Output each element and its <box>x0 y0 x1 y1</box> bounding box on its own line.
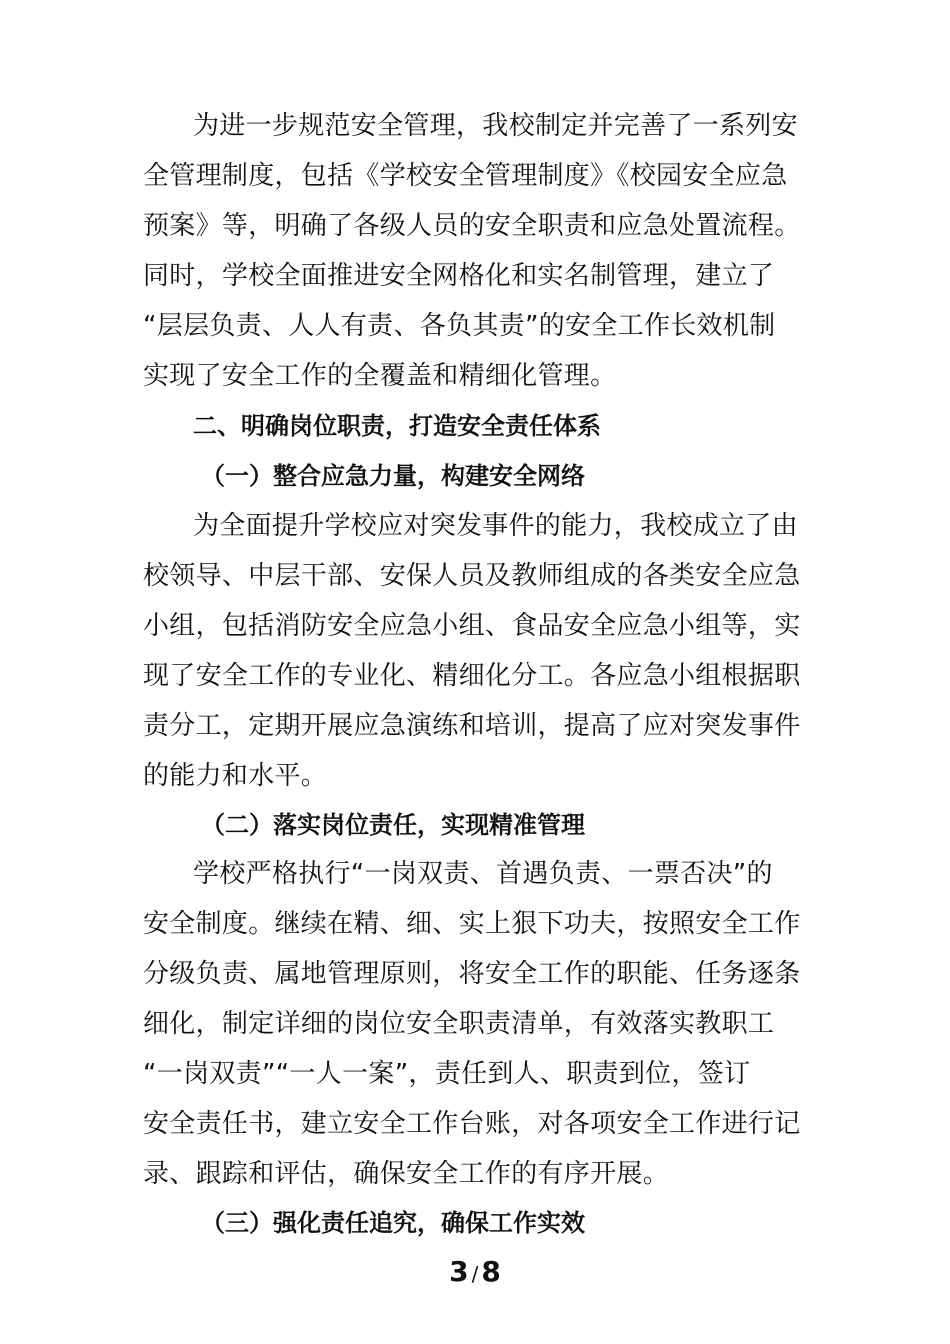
paragraph-line: 为进一步规范安全管理，我校制定并完善了一系列安 <box>193 111 798 141</box>
subsection-heading: （三）强化责任追究，确保工作实效 <box>201 1209 585 1237</box>
paragraph-line: 安全制度。继续在精、细、实上狠下功夫，按照安全工作 <box>143 909 801 939</box>
paragraph-line: 学校严格执行“一岗双责、首遇负责、一票否决”的 <box>193 859 773 889</box>
paragraph-line: 实现了安全工作的全覆盖和精细化管理。 <box>143 361 617 391</box>
paragraph-line: 预案》等，明确了各级人员的安全职责和应急处置流程。 <box>143 211 801 241</box>
paragraph-line: 的能力和水平。 <box>143 761 328 791</box>
paragraph-line: 为全面提升学校应对突发事件的能力，我校成立了由 <box>193 511 798 541</box>
subsection-heading: （二）落实岗位责任，实现精准管理 <box>201 811 585 839</box>
paragraph-line: 分级负责、属地管理原则，将安全工作的职能、任务逐条 <box>143 959 801 989</box>
page-number-total: 8 <box>481 1255 501 1288</box>
page-number-current: 3 <box>449 1255 469 1288</box>
paragraph-line: 小组，包括消防安全应急小组、食品安全应急小组等，实 <box>143 611 801 641</box>
paragraph-line: 校领导、中层干部、安保人员及教师组成的各类安全应急 <box>143 561 801 591</box>
page-number <box>0 1255 950 1288</box>
paragraph-line: “一岗双责”“一人一案”，责任到人、职责到位，签订 <box>143 1059 751 1089</box>
paragraph-line: 现了安全工作的专业化、精细化分工。各应急小组根据职 <box>143 661 801 691</box>
paragraph-line: 责分工，定期开展应急演练和培训，提高了应对突发事件 <box>143 711 801 741</box>
paragraph-line: 安全责任书，建立安全工作台账，对各项安全工作进行记 <box>143 1109 801 1139</box>
paragraph-line: “层层负责、人人有责、各负其责”的安全工作长效机制 <box>143 311 776 341</box>
section-heading: 二、明确岗位职责，打造安全责任体系 <box>193 412 601 440</box>
paragraph-line: 录、跟踪和评估，确保安全工作的有序开展。 <box>143 1159 670 1189</box>
paragraph-line: 细化，制定详细的岗位安全职责清单，有效落实教职工 <box>143 1009 775 1039</box>
page-number-separator: / <box>471 1262 479 1286</box>
subsection-heading: （一）整合应急力量，构建安全网络 <box>201 462 585 490</box>
paragraph-line: 同时，学校全面推进安全网格化和实名制管理，建立了 <box>143 261 775 291</box>
paragraph-line: 全管理制度，包括《学校安全管理制度》《校园安全应急 <box>143 161 788 191</box>
